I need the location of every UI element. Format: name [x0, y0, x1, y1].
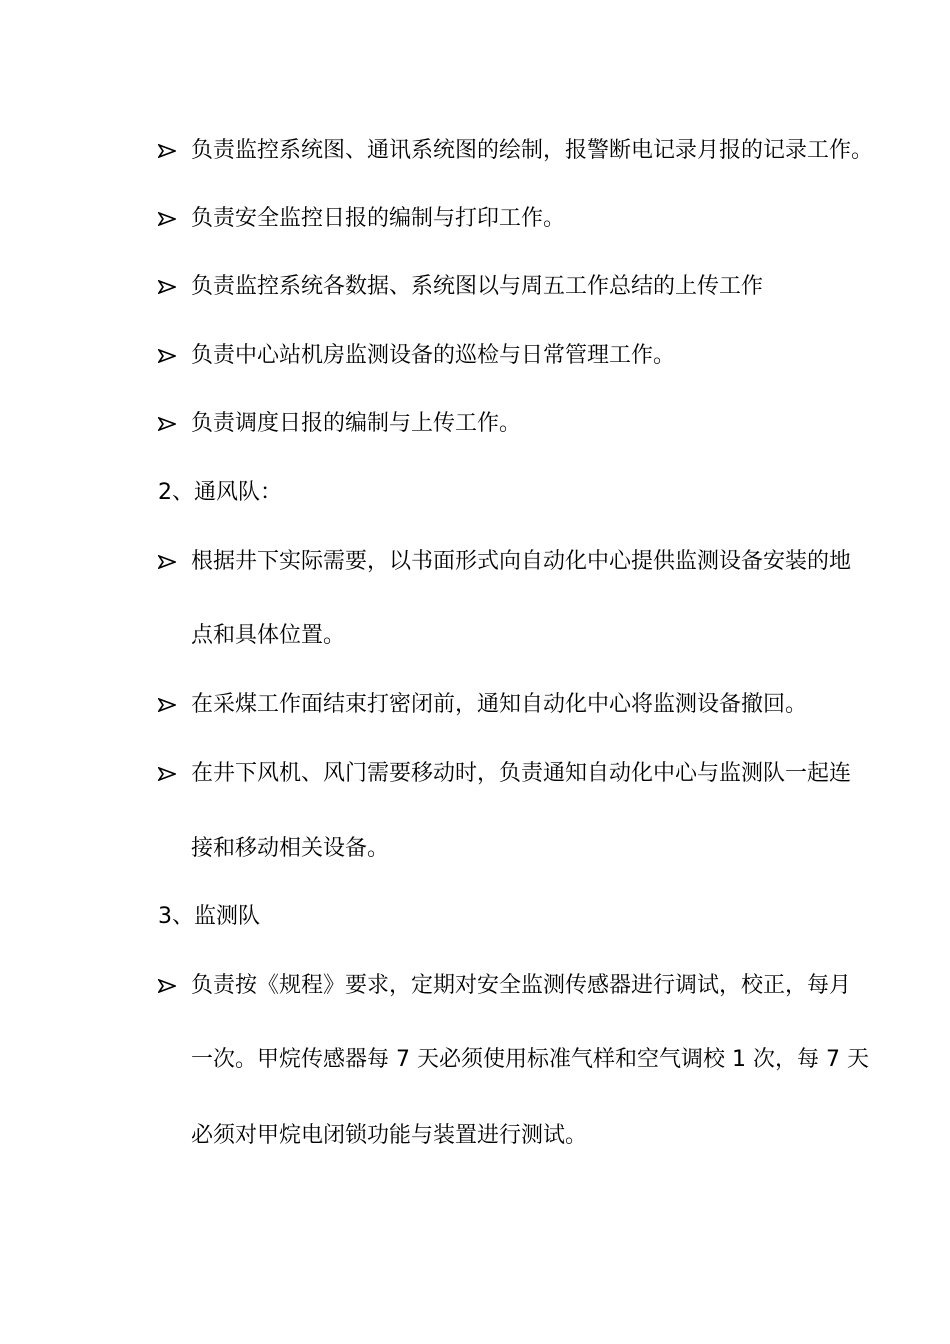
arrowhead-bullet-icon — [158, 137, 178, 165]
list-item-text: 在采煤工作面结束打密闭前，通知自动化中心将监测设备撤回。 — [191, 692, 808, 717]
arrowhead-bullet-icon — [158, 548, 178, 576]
arrowhead-bullet-icon — [158, 205, 178, 233]
arrowhead-bullet-icon — [158, 760, 178, 788]
section-heading: 2、通风队： — [158, 480, 282, 505]
arrowhead-bullet-icon — [158, 410, 178, 438]
list-item-text: 负责按《规程》要求，定期对安全监测传感器进行调试，校正，每月 — [191, 973, 852, 998]
list-item-text-continuation: 必须对甲烷电闭锁功能与装置进行测试。 — [191, 1123, 588, 1148]
arrowhead-bullet-icon — [158, 273, 178, 301]
arrowhead-bullet-icon — [158, 342, 178, 370]
list-item-text-continuation: 点和具体位置。 — [191, 623, 346, 648]
list-item-text: 负责监控系统各数据、系统图以与周五工作总结的上传工作 — [191, 274, 764, 299]
list-item-text-continuation: 接和移动相关设备。 — [191, 836, 390, 861]
section-heading: 3、监测队 — [158, 904, 260, 929]
list-item-text: 负责安全监控日报的编制与打印工作。 — [191, 206, 566, 231]
list-item-text: 在井下风机、风门需要移动时，负责通知自动化中心与监测队一起连 — [191, 761, 852, 786]
list-item-text: 根据井下实际需要，以书面形式向自动化中心提供监测设备安装的地 — [191, 549, 852, 574]
arrowhead-bullet-icon — [158, 972, 178, 1000]
list-item-text: 负责中心站机房监测设备的巡检与日常管理工作。 — [191, 343, 676, 368]
list-item-text-continuation: 一次。甲烷传感器每 7 天必须使用标准气样和空气调校 1 次，每 7 天 — [191, 1047, 869, 1072]
arrowhead-bullet-icon — [158, 691, 178, 719]
list-item-text: 负责监控系统图、通讯系统图的绘制，报警断电记录月报的记录工作。 — [191, 138, 874, 163]
list-item-text: 负责调度日报的编制与上传工作。 — [191, 411, 522, 436]
